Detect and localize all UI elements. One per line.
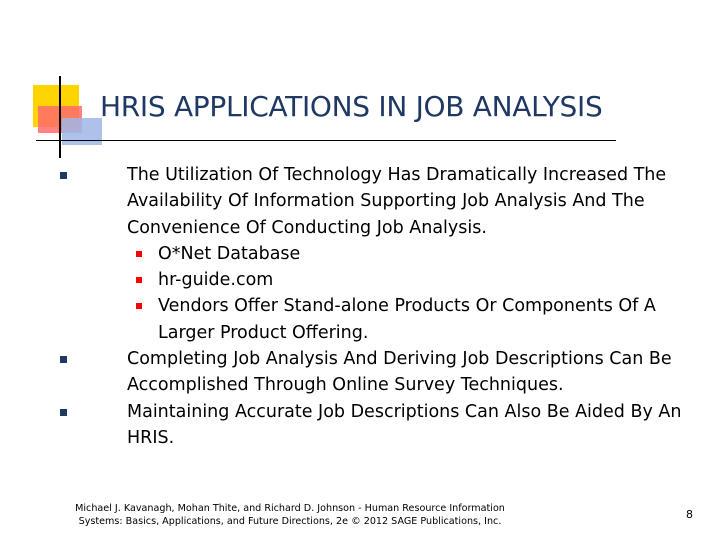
sub-bullet-item (127, 241, 697, 267)
bullet-item (57, 399, 697, 452)
title-underline (36, 140, 616, 141)
page-number: 8 (686, 508, 693, 521)
slide-title: HRIS APPLICATIONS IN JOB ANALYSIS (100, 90, 603, 123)
footer-citation (40, 502, 540, 528)
footer-line: Systems: Basics, Applications, and Future Directions, 2e © 2012 SAGE Publications, Inc. (78, 516, 502, 527)
red-square-bullet-icon (136, 303, 142, 309)
square-bullet-icon (60, 409, 67, 416)
bullet-text: Maintaining Accurate Job Descriptions Can Also Be Aided By An HRIS. (127, 401, 682, 448)
footer-line: Michael J. Kavanagh, Mohan Thite, and Richard D. Johnson - Human Resource Information (75, 503, 505, 514)
logo-vertical-line (59, 76, 61, 158)
bullet-item (57, 162, 697, 346)
square-bullet-icon (60, 356, 67, 363)
sub-bullet-item (127, 293, 697, 346)
red-square-bullet-icon (136, 277, 142, 283)
red-square-bullet-icon (136, 251, 142, 257)
bullet-text: The Utilization Of Technology Has Dramatically Increased The Availability Of Information Supporting Job Analysis And The Convenience Of Conducting Job Analysis. (127, 165, 667, 238)
bullet-list (57, 162, 697, 451)
bullet-item (57, 346, 697, 399)
sub-bullet-text: Vendors Offer Stand-alone Products Or Components Of A Larger Product Offering. (158, 296, 656, 343)
sub-bullet-item (127, 267, 697, 293)
square-bullet-icon (60, 172, 67, 179)
bullet-text: Completing Job Analysis And Deriving Job Descriptions Can Be Accomplished Through Online Survey Techniques. (127, 349, 672, 396)
sub-bullet-text: hr-guide.com (158, 270, 274, 291)
sub-bullet-text: O*Net Database (158, 243, 301, 264)
